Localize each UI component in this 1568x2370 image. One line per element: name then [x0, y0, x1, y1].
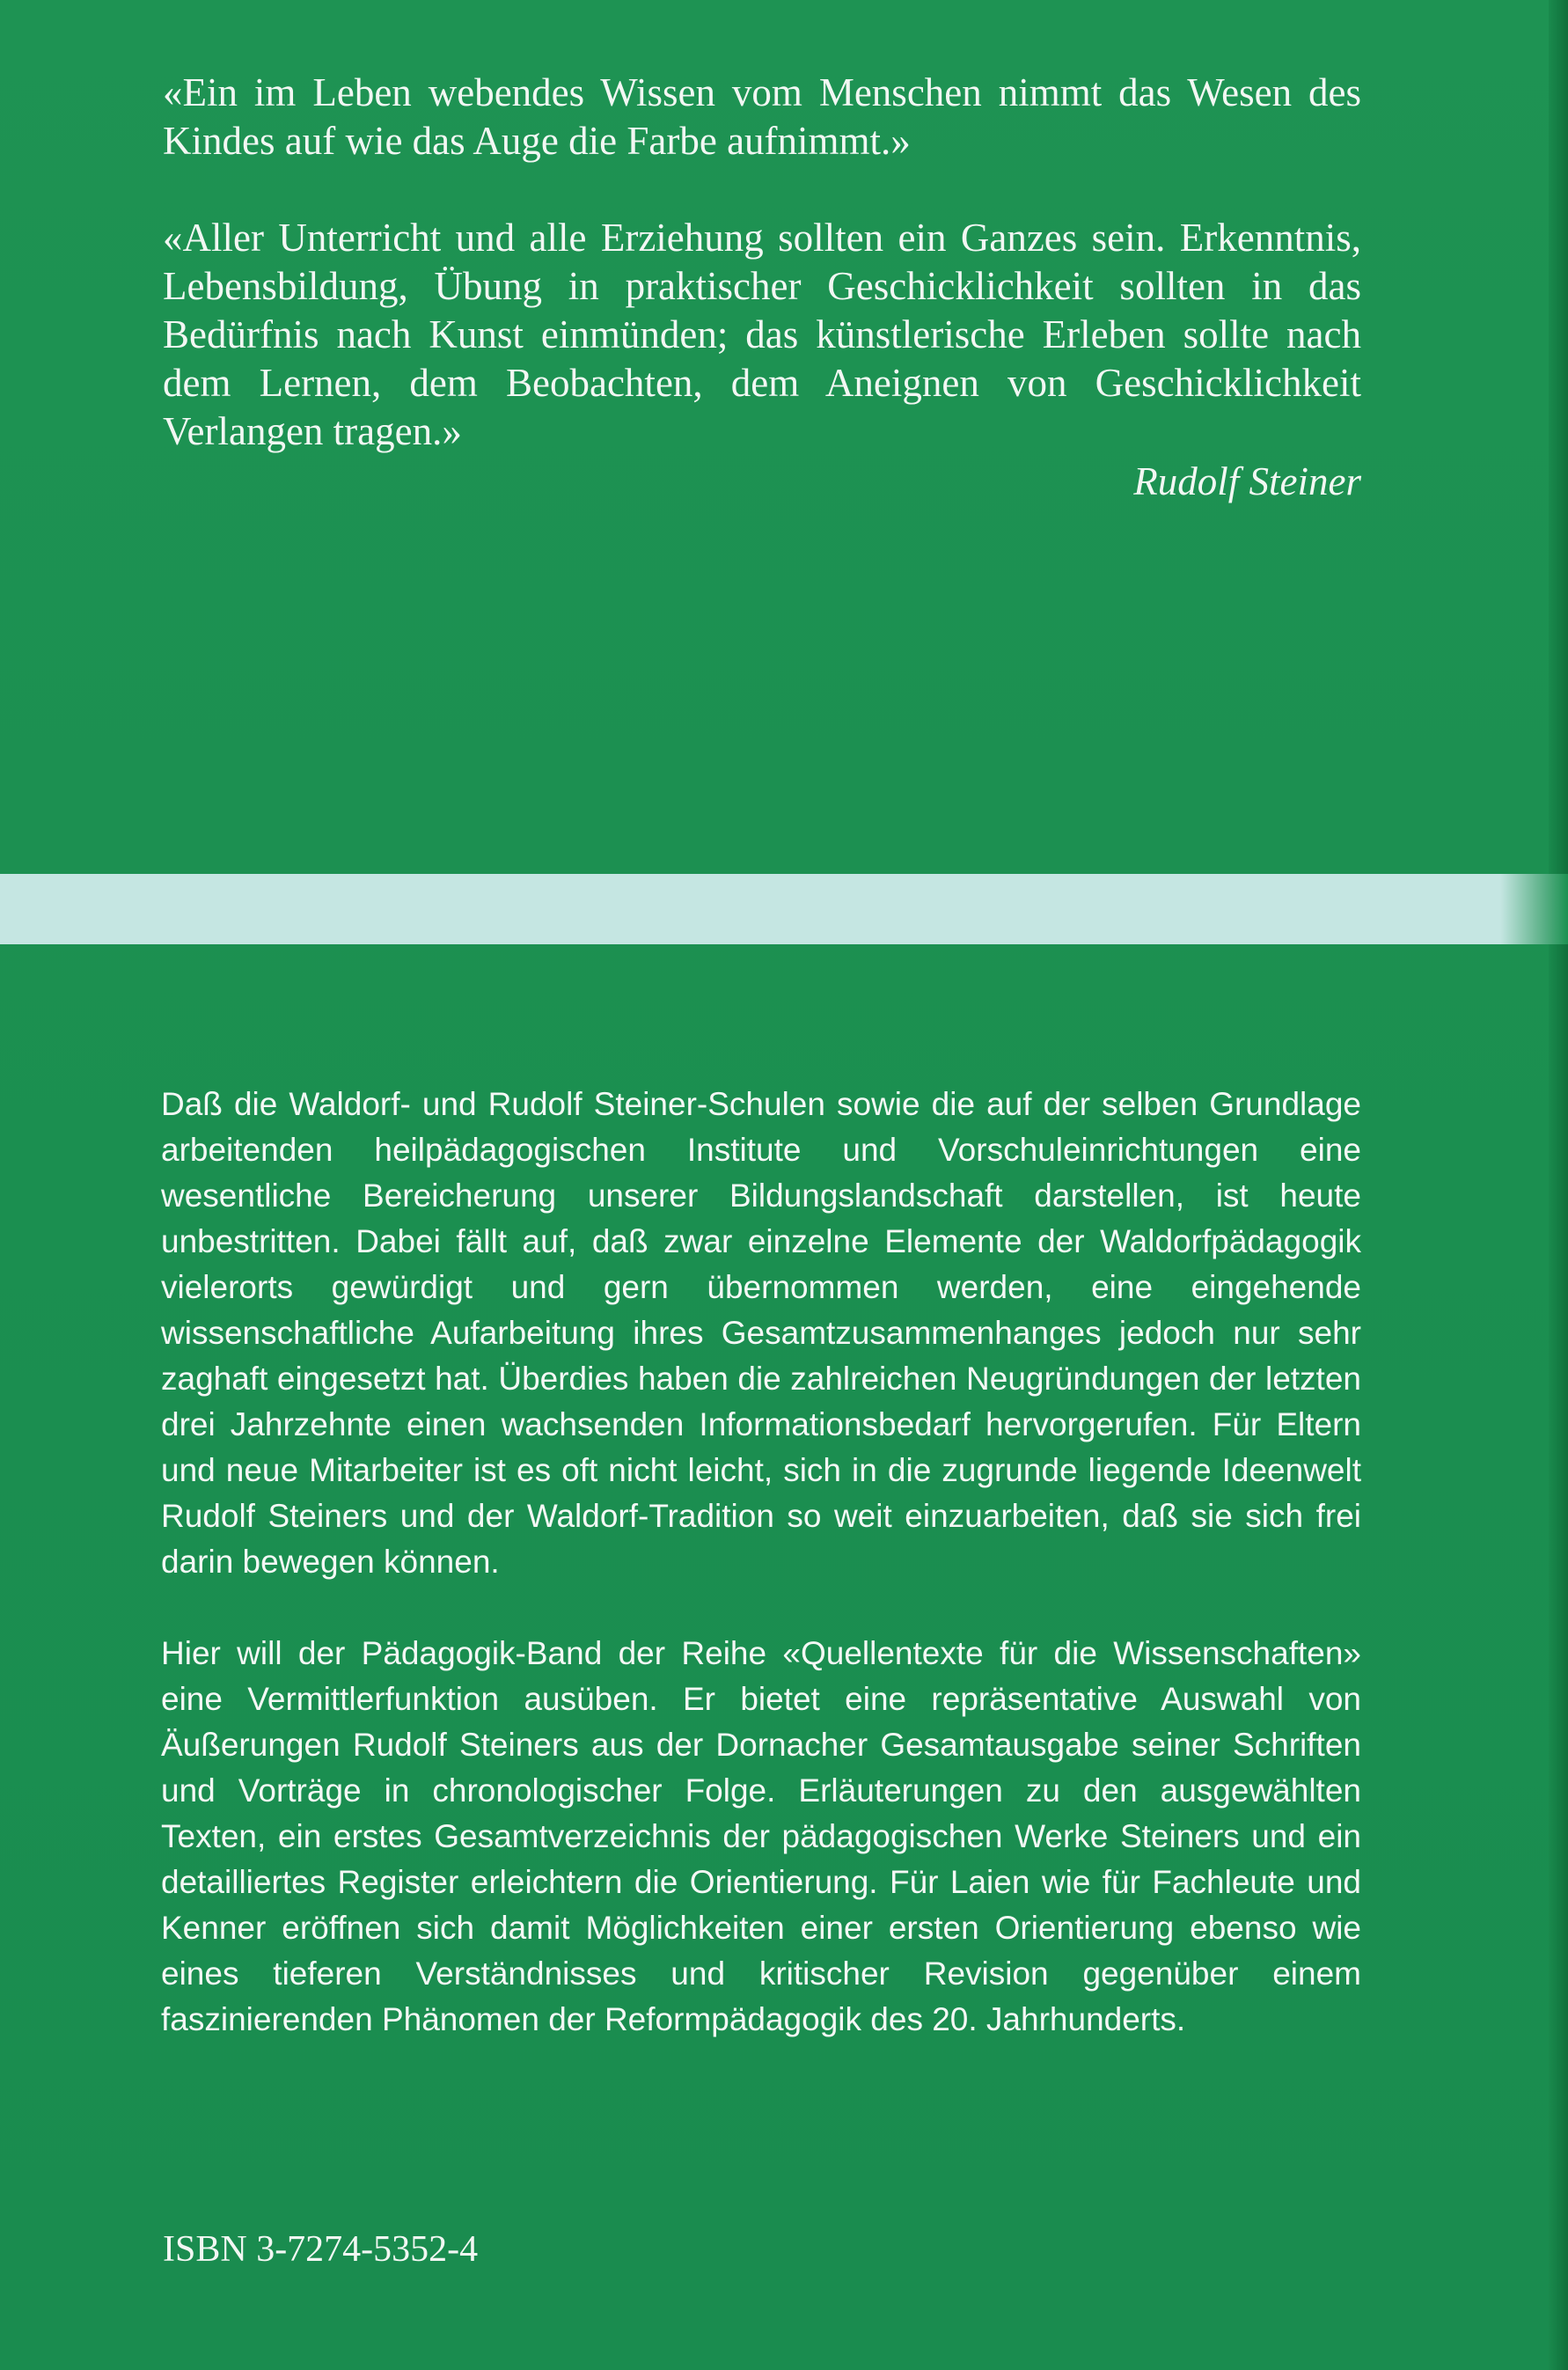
quote-section [163, 69, 1361, 506]
cover-edge-shadow [1549, 0, 1568, 2370]
quote-author: Rudolf Steiner [1133, 459, 1361, 503]
decorative-band [0, 874, 1500, 944]
description-paragraph-1: Daß die Waldorf- und Rudolf Steiner-Schulen sowie die auf der selben Grundlage arbeitenden heilpädagogischen Institute und Vorschuleinrichtungen eine wesentliche Bereicherung unserer Bildungslandschaft darstellen, ist heute unbestritten. Dabei fällt auf, daß zwar einzelne Elemente der Waldorfpädagogik vielerorts gewürdigt und gern übernommen werden, eine eingehende wissenschaftliche Aufarbeitung ihres Gesamtzusammenhanges jedoch nur sehr zaghaft eingesetzt hat. Überdies haben die zahlreichen Neugründungen der letzten drei Jahrzehnte einen wachsenden Informationsbedarf hervorgerufen. Für Eltern und neue Mitarbeiter ist es oft nicht leicht, sich in die zugrunde liegende Ideenwelt Rudolf Steiners und der Waldorf-Tradition so weit einzuarbeiten, daß sie sich frei darin bewegen können. [161, 1086, 1361, 1580]
quote-2: «Aller Unterricht und alle Erziehung sollten ein Ganzes sein. Erkenntnis, Lebensbildung, Übung in praktischer Geschicklichkeit sollten in das Bedürfnis nach Kunst einmünden; das künstlerische Erleben sollte nach dem Lernen, dem Beobachten, dem Aneignen von Geschicklichkeit Verlangen tragen.» [163, 216, 1361, 453]
description-paragraph-2: Hier will der Pädagogik-Band der Reihe «Quellentexte für die Wissenschaften» eine Vermittlerfunktion ausüben. Er bietet eine repräsentative Auswahl von Äußerungen Rudolf Steiners aus der Dornacher Gesamtausgabe seiner Schriften und Vorträge in chronologischer Folge. Erläuterungen zu den ausgewählten Texten, ein erstes Gesamtverzeichnis der pädagogischen Werke Steiners und ein detailliertes Register erleichtern die Orientierung. Für Laien wie für Fachleute und Kenner eröffnen sich damit Möglichkeiten einer ersten Orientierung ebenso wie eines tieferen Verständnisses und kritischer Revision gegenüber einem faszinierenden Phänomen der Reformpädagogik des 20. Jahrhunderts. [161, 1635, 1361, 2037]
isbn-number: ISBN 3-7274-5352-4 [163, 2229, 479, 2270]
decorative-band-fade [1500, 874, 1568, 944]
description-section [161, 1082, 1361, 2043]
quote-1: «Ein im Leben webendes Wissen vom Menschen nimmt das Wesen des Kindes auf wie das Auge die Farbe aufnimmt.» [163, 70, 1361, 163]
